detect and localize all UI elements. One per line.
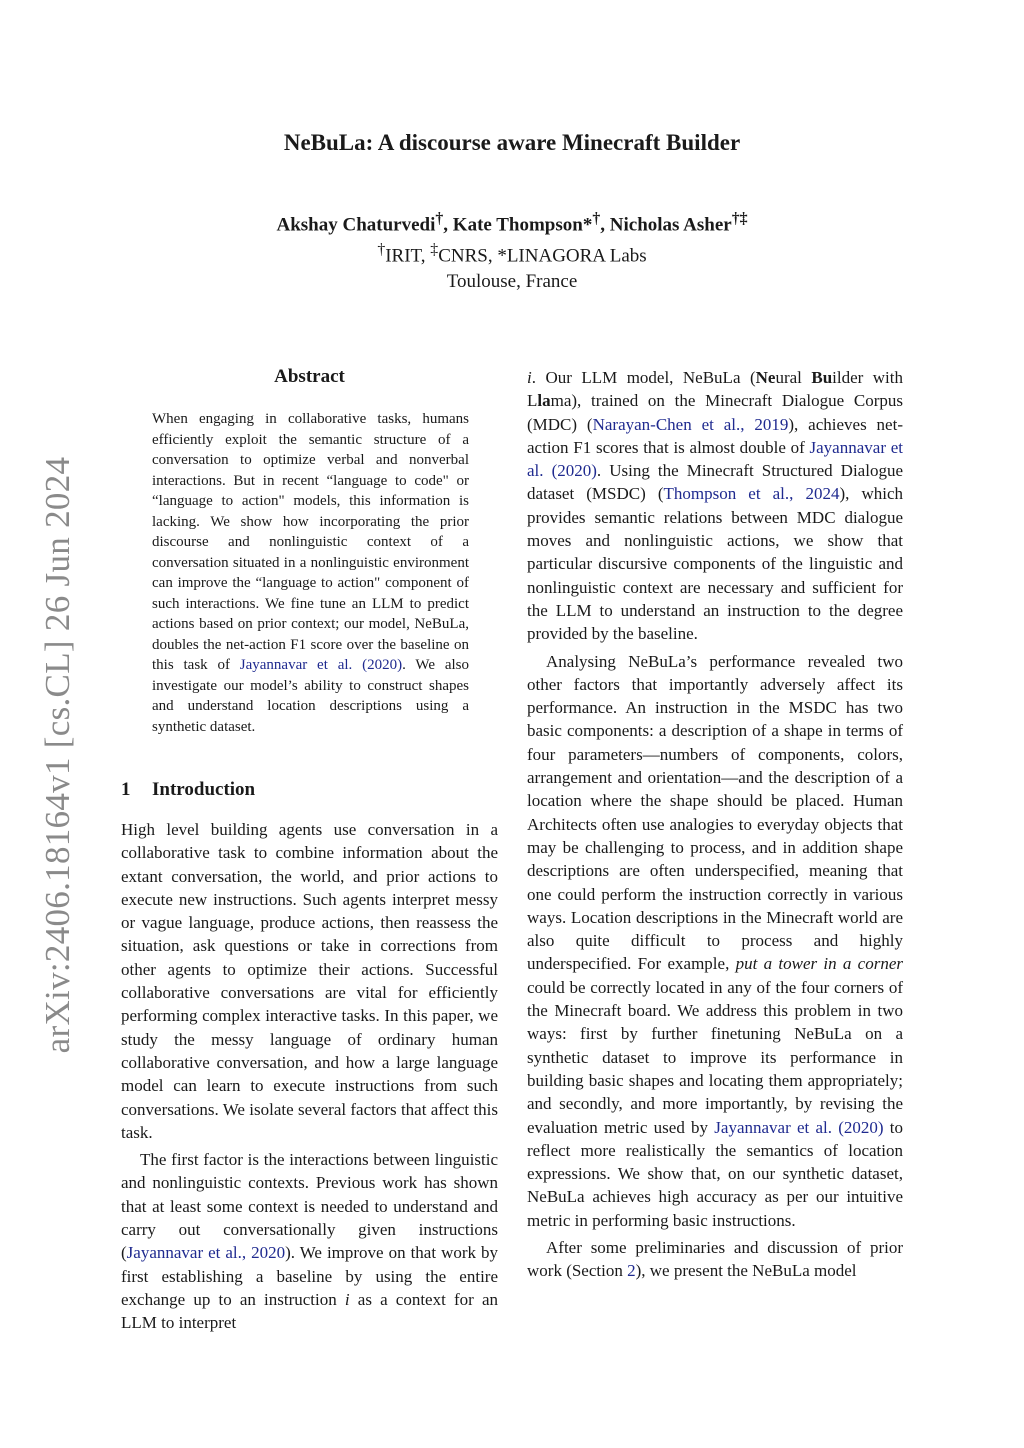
paragraph: Analysing NeBuLa’s performance revealed two other factors that importantly adversely affect its performance. An instruction in the MSDC has two basic components: a description of a shape in terms of four parameters—numbers of components, colors, arrangement and orientation—and the description of a location where the shape should be placed. Human Architects often use analogies to everyday objects that may be challenging to process, and in addition shape descriptions are often underspecified, meaning that one could perform the instruction correctly in various ways. Location descriptions in the Minecraft world are also quite difficult to process and highly underspecified. For example, put a tower in a corner could be correctly located in any of the four corners of the Minecraft board. We address this problem in two ways: first by further finetuning NeBuLa on a synthetic dataset to improve its performance in building basic shapes and locating them appropriately; and secondly, and more importantly, by revising the evaluation metric used by Jayannavar et al. (2020) to reflect more realistically the semantics of location expressions. We show that, on our synthetic dataset, NeBuLa achieves high accuracy as per our intuitive metric in performing basic instructions.	[527, 651, 903, 1230]
citation-link[interactable]: Narayan-Chen et al., 2019	[592, 414, 789, 434]
citation-link[interactable]: Jayannavar et al., 2020	[126, 1243, 286, 1263]
citation-link[interactable]: Jayannavar et al. (2020)	[239, 657, 403, 673]
paragraph: The first factor is the interactions between linguistic and nonlinguistic contexts. Previous work has shown that at least some context is needed to understand and carry out conversationally given instructions (Jayannavar et al., 2020). We improve on that work by first establishing a baseline by using the entire exchange up to an instruction i as a context for an LLM to interpret	[121, 1150, 498, 1333]
citation-link[interactable]: Jayannavar et al. (2020)	[714, 1117, 884, 1137]
intro-left-column	[121, 818, 498, 1335]
section-heading	[121, 779, 255, 801]
author-names: Akshay Chaturvedi†, Kate Thompson*†, Nicholas Asher†‡	[276, 210, 748, 236]
abstract-heading: Abstract	[274, 366, 345, 387]
citation-link[interactable]: Thompson et al., 2024	[663, 484, 840, 504]
section-ref-link[interactable]: 2	[627, 1261, 636, 1281]
section-title: Introduction	[152, 779, 256, 800]
paragraph: High level building agents use conversation in a collaborative task to combine information about the extant conversation, the world, and prior actions to execute new instructions. Such agents interpret messy or vague language, produce actions, then reassess the situation, ask questions or take in corrections from other agents to optimize their actions. Successful collaborative conversations are vital for efficiently performing complex interactive tasks. In this paper, we study the messy language of ordinary human collaborative conversation, and how a large language model can learn to execute instructions from such conversations. We isolate several factors that affect this task.	[121, 820, 498, 1142]
author-location: Toulouse, France	[446, 270, 578, 292]
author-marks: †‡	[731, 210, 748, 227]
section-number: 1	[121, 779, 131, 800]
abstract-body: When engaging in collaborative tasks, humans efficiently exploit the semantic structure of a conversation to optimize verbal and nonverbal interactions. But in recent “language to code" or “language to action" models, this information is lacking. We show how incorporating the prior discourse and nonlinguistic context of a conversation situated in a nonlinguistic environment can improve the “language to action" component of such interactions. We fine tune an LLM to predict actions based on prior context; our model, NeBuLa, doubles the net-action F1 score over the baseline on this task of Jayannavar et al. (2020). We also investigate our model’s ability to construct shapes and understand location descriptions using a synthetic dataset.	[152, 411, 469, 735]
affiliations: †IRIT, ‡CNRS, *LINAGORA Labs	[377, 241, 647, 267]
paragraph: After some preliminaries and discussion of prior work (Section 2), we present the NeBuLa model	[527, 1237, 903, 1281]
arxiv-stamp: arXiv:2406.18164v1 [cs.CL] 26 Jun 2024	[38, 456, 77, 1054]
intro-right-column	[527, 366, 903, 1283]
author-name: Kate Thompson*	[452, 214, 593, 236]
citation-link[interactable]: Jayannavar et al. (2020)	[527, 437, 903, 481]
author-marks: †	[435, 210, 444, 227]
author-name: Akshay Chaturvedi	[276, 214, 436, 236]
author-name: Nicholas Asher	[609, 214, 732, 236]
paper-title: NeBuLa: A discourse aware Minecraft Builder	[283, 130, 741, 155]
author-block	[0, 206, 1024, 294]
author-marks: †	[592, 210, 601, 227]
paragraph: i. Our LLM model, NeBuLa (Neural Builder with Llama), trained on the Minecraft Dialogue Corpus (MDC) (Narayan-Chen et al., 2019), achieves net-action F1 scores that is almost double of Jayannavar et al. (2020). Using the Minecraft Structured Dialogue dataset (MSDC) (Thompson et al., 2024), which provides semantic relations between MDC dialogue moves and nonlinguistic actions, we show that particular discursive components of the linguistic and nonlinguistic context are necessary and sufficient for the LLM to understand an instruction to the degree provided by the baseline.	[527, 368, 903, 644]
